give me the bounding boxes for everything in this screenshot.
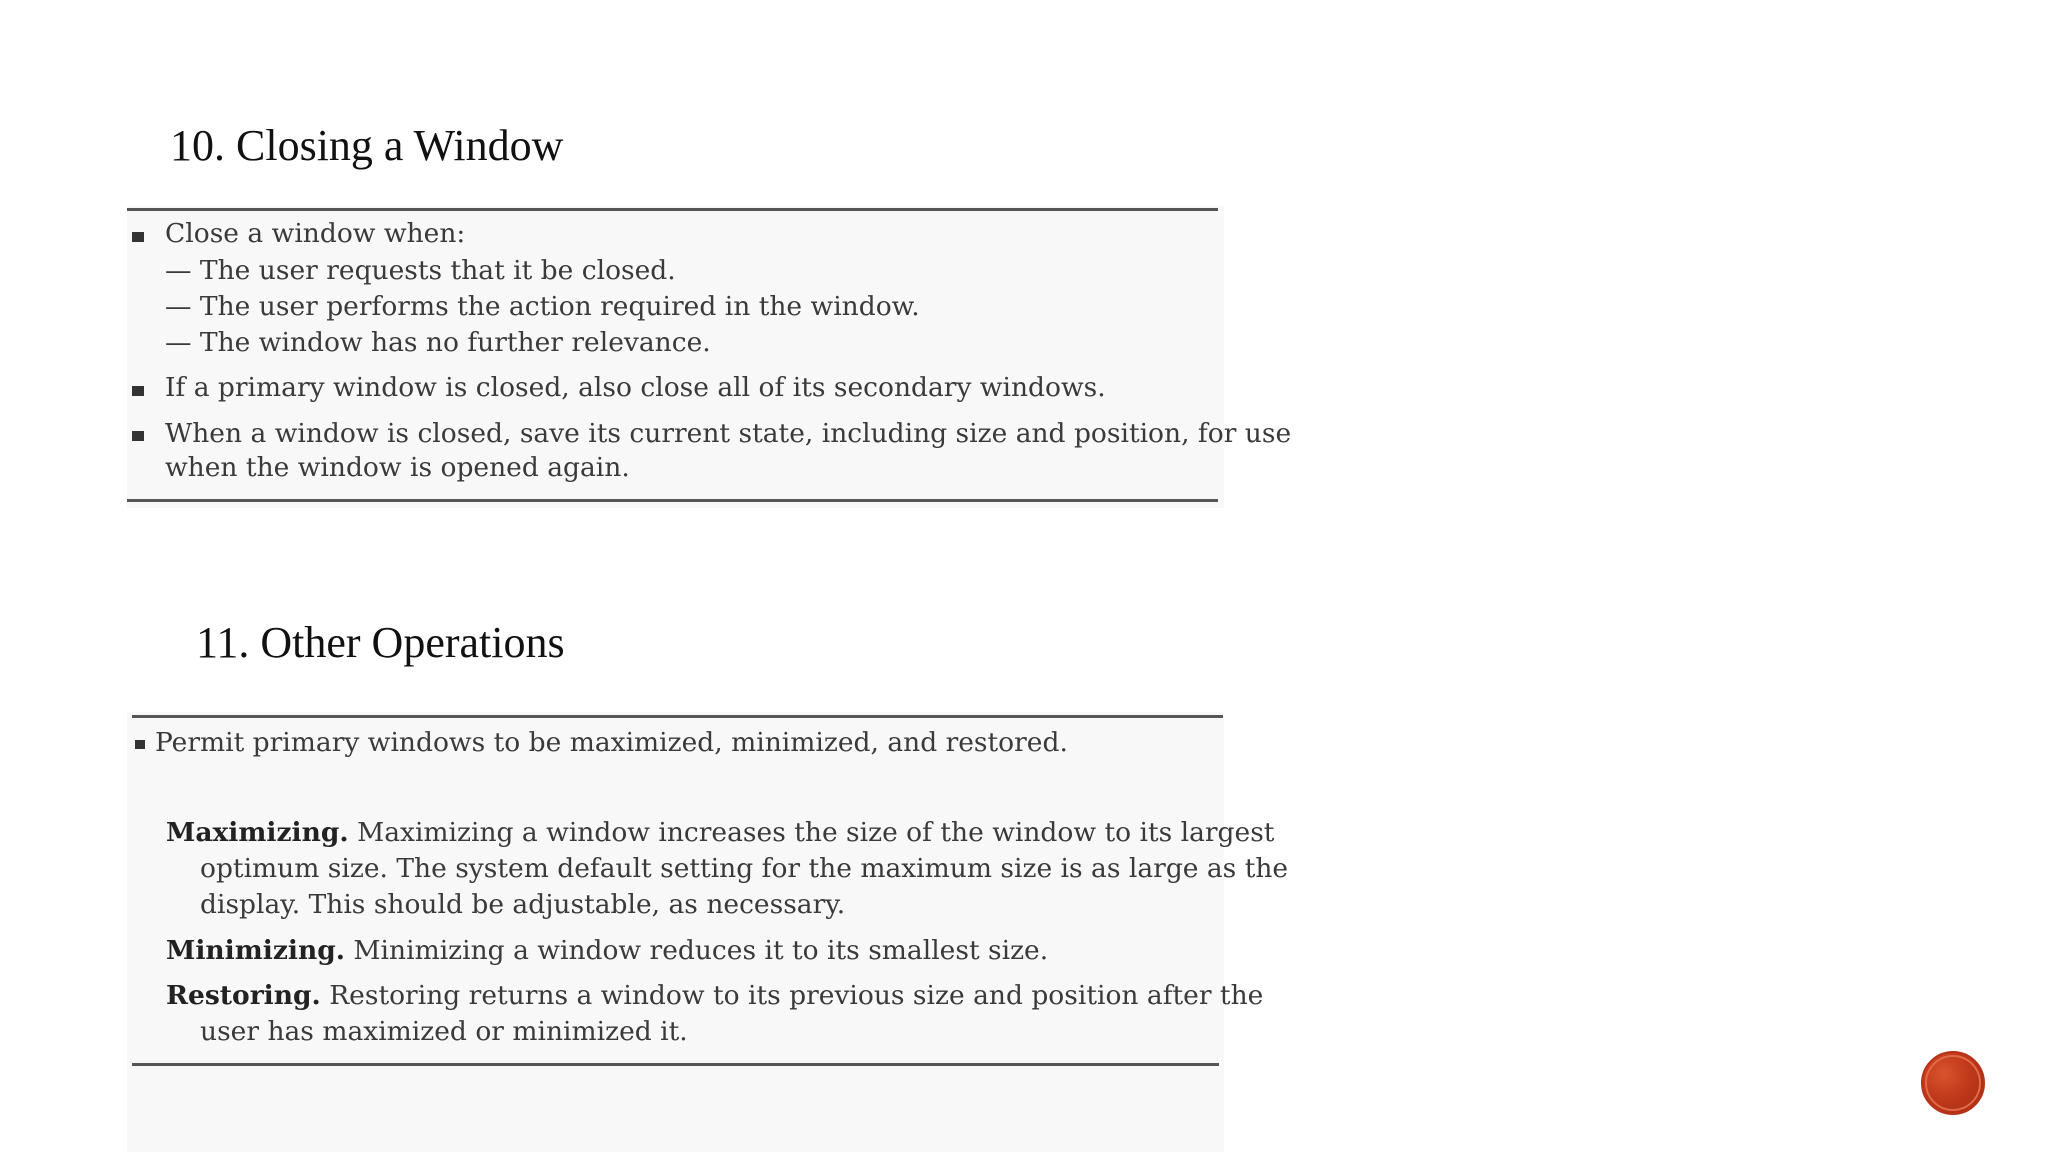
sub-bullet-text: — The user performs the action required in the window. (165, 291, 920, 322)
other-operations-guidelines (127, 712, 1289, 1152)
definition-minimizing (166, 935, 1048, 966)
bullet-text: Permit primary windows to be maximized, minimized, and restored. (155, 727, 1068, 758)
bullet-text: Close a window when: (165, 218, 466, 249)
definition-restoring (166, 980, 1263, 1011)
closing-window-guidelines (127, 206, 1292, 508)
bottom-rule (132, 1063, 1219, 1066)
section-title-closing-window: 10. Closing a Window (170, 121, 564, 170)
bullet-square-icon (132, 232, 144, 242)
slide-nav-button[interactable] (1917, 1047, 1991, 1121)
bullet-text: If a primary window is closed, also close all of its secondary windows. (165, 372, 1106, 403)
sub-bullet-text: — The user requests that it be closed. (165, 255, 676, 286)
definition-text: Restoring returns a window to its previous size and position after the (329, 980, 1264, 1011)
bullet-square-icon (132, 386, 144, 396)
top-rule (132, 715, 1223, 718)
definition-term: Restoring. (166, 980, 321, 1011)
definition-text: user has maximized or minimized it. (200, 1016, 688, 1047)
bullet-square-icon (132, 431, 144, 441)
section-title-other-operations: 11. Other Operations (196, 618, 565, 667)
bullet-continuation-text: when the window is opened again. (165, 452, 630, 483)
definition-maximizing (166, 817, 1274, 848)
bullet-text: When a window is closed, save its current state, including size and position, for use (165, 418, 1292, 449)
red-circle-nav-icon (1921, 1051, 1985, 1115)
definition-text: optimum size. The system default setting for the maximum size is as large as the (200, 853, 1289, 884)
definition-text: Maximizing a window increases the size of the window to its largest (357, 817, 1275, 848)
sub-bullet-text: — The window has no further relevance. (165, 327, 711, 358)
definition-term: Maximizing. (166, 817, 349, 848)
definition-text: display. This should be adjustable, as necessary. (200, 889, 846, 920)
top-rule (127, 208, 1218, 211)
bottom-rule (127, 499, 1218, 502)
definition-text: Minimizing a window reduces it to its smallest size. (353, 935, 1049, 966)
definition-term: Minimizing. (166, 935, 345, 966)
nav-icon-ring (1925, 1055, 1981, 1111)
bullet-square-icon (135, 740, 145, 749)
